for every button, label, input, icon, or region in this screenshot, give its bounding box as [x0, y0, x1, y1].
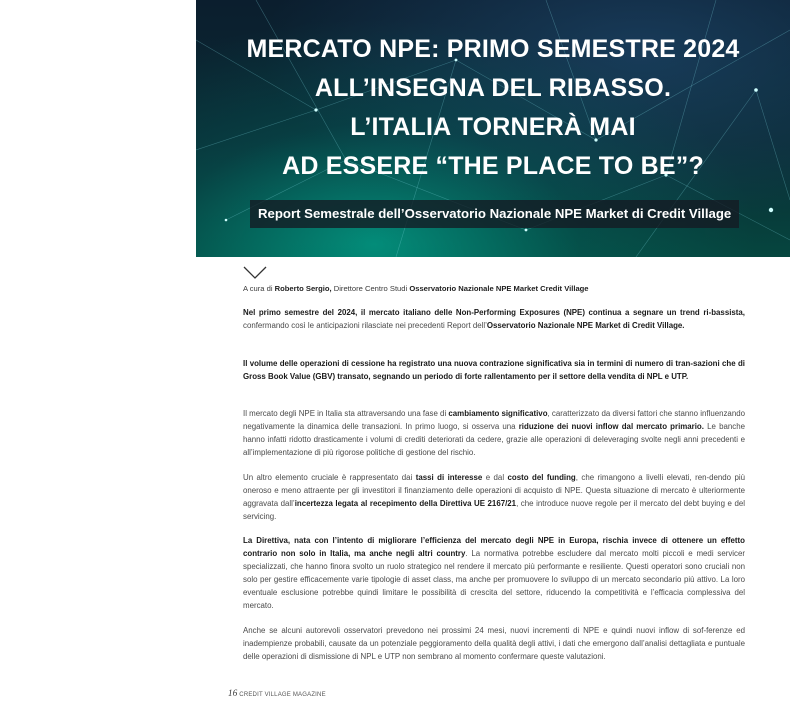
credit-prefix: A cura di	[243, 284, 275, 293]
hero-title-line-4: AD ESSERE “THE PLACE TO BE”?	[282, 152, 704, 180]
hero-title-line-3: L’ITALIA TORNERÀ MAI	[350, 113, 636, 141]
p1-bold-org: Osservatorio Nazionale NPE Market di Credit Village.	[486, 321, 685, 330]
author-org: Osservatorio Nazionale NPE Market Credit Village	[409, 284, 589, 293]
paragraph-3	[243, 407, 745, 459]
chevron-down-icon	[243, 266, 267, 280]
p4-text-e: , che rimangono a livelli elevati, ren-dendo più oneroso e meno attraente per gli investitori il finanziamento delle operazioni di acquisto di NPE. Questa situazione di mercato è ulteriormente aggravata dall’	[243, 473, 746, 508]
p4-text-g: , che introduce nuove regole per il mercato del debt buying e del servicing.	[243, 499, 745, 521]
paragraph-6: Anche se alcuni autorevoli osservatori prevedono nei prossimi 24 mesi, nuovi incrementi di NPE e quindi nuovi inflow di sof-ferenze ed inadempienze probabili, causate da un potenziale peggioramento della qualità degli attivi, i dati che emergono dall’analisi dettagliata e puntuale delle operazioni di dismissione di NPL e UTP non sembrano al momento confermare queste valutazioni.	[243, 626, 745, 661]
p3-bold-b: cambiamento significativo	[448, 409, 548, 418]
p4-bold-f: incertezza legata al recepimento della Direttiva UE 2167/21	[294, 499, 517, 508]
p1-text: confermando così le anticipazioni rilasciate nei precedenti Report dell’	[243, 321, 487, 330]
p3-bold-d: riduzione dei nuovi inflow dal mercato primario.	[518, 422, 704, 431]
p4-text-c: e dal	[482, 473, 508, 482]
hero-banner	[196, 0, 790, 257]
p3-text-a: Il mercato degli NPE in Italia sta attraversando una fase di	[243, 409, 449, 418]
hero-title-line-1: MERCATO NPE: PRIMO SEMESTRE 2024	[246, 35, 740, 63]
author-credit	[243, 284, 589, 293]
p1-bold-lead: Nel primo semestre del 2024, il mercato italiano delle Non-Performing Exposures (NPE) continua a segnare un trend ri-bassista,	[243, 308, 745, 317]
author-role: Direttore Centro Studi	[331, 284, 410, 293]
p4-bold-d: costo del funding	[507, 473, 576, 482]
p3-text-c: , caratterizzato da diversi fattori che stanno influenzando negativamente la dinamica delle transazioni. In primo luogo, si osserva una	[243, 409, 745, 431]
paragraph-2: Il volume delle operazioni di cessione ha registrato una nuova contrazione significativa sia in termini di numero di tran-sazioni che di Gross Book Value (GBV) transato, segnando un periodo di forte rallentamento per il settore della vendita di NPL e UTP.	[243, 359, 745, 381]
page-number: 16	[228, 688, 238, 698]
p4-text-a: Un altro elemento cruciale è rappresentato dai	[243, 473, 416, 482]
p5-text-b: . La normativa potrebbe escludere dal mercato molti piccoli e medi servicer specializzati, che hanno finora svolto un ruolo strategico nel rendere il mercato più performante e resiliente. Questi operatori sono cruciali non solo per gestire efficacemente varie tipologie di asset class, ma anche per promuovere lo sviluppo di un mercato secondario più attivo. La loro eventuale esclusione potrebbe quindi limitare le possibilità di crescita del settore, riducendo la competitività e l’efficacia complessiva del mercato.	[243, 549, 746, 610]
p4-bold-b: tassi di interesse	[415, 473, 483, 482]
hero-title-line-2: ALL’INSEGNA DEL RIBASSO.	[314, 74, 672, 102]
paragraph-5	[243, 534, 745, 612]
paragraph-4	[243, 471, 745, 523]
p3-text-e: Le banche hanno infatti ridotto drasticamente i volumi di crediti deteriorati da cedere, grazie alle operazioni di deleveraging svolte negli anni precedenti e all’implementazione di più rigorose politiche di gestione del rischio.	[243, 422, 745, 457]
hero-title	[196, 30, 790, 186]
paragraph-1	[243, 306, 745, 332]
author-name: Roberto Sergio,	[274, 284, 332, 293]
p5-bold-a: La Direttiva, nata con l’intento di migliorare l’efficienza del mercato degli NPE in Europa, rischia invece di ottenere un effetto contrario non solo in Italia, ma anche negli altri country	[243, 536, 745, 558]
page-footer	[228, 688, 326, 698]
hero-subtitle: Report Semestrale dell’Osservatorio Nazionale NPE Market di Credit Village	[250, 200, 739, 228]
magazine-name: CREDIT VILLAGE MAGAZINE	[239, 692, 326, 698]
